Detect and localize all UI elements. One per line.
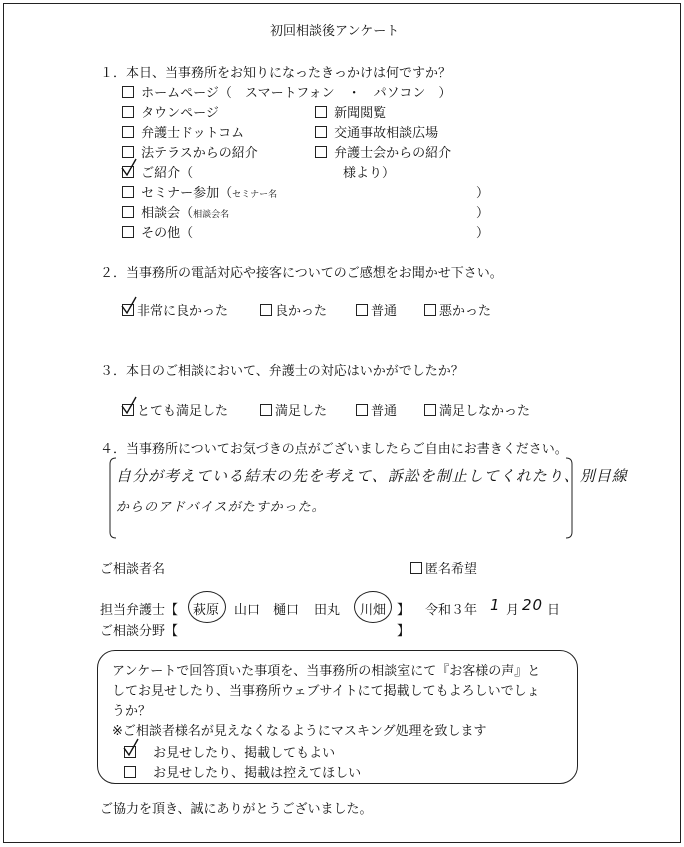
q1-seminar-close: ） <box>476 186 490 201</box>
q3-option-3[interactable] <box>424 400 530 419</box>
q3-option-3-checkbox[interactable] <box>424 404 436 416</box>
q2-option-3[interactable] <box>424 300 491 319</box>
client-name-label: ご相談者名 <box>100 562 166 577</box>
q1-townpage-checkbox[interactable] <box>122 106 134 118</box>
q3-option-3-label: 満足しなかった <box>439 404 531 419</box>
q1-other-checkbox[interactable] <box>122 226 134 238</box>
q1-townpage-label: タウンページ <box>141 106 219 121</box>
lawyer-name-4[interactable]: 川畑 <box>360 603 387 618</box>
q2-option-2[interactable] <box>356 300 397 319</box>
q2-option-0-checkbox[interactable] <box>122 304 134 316</box>
q2-option-0-label: 非常に良かった <box>137 304 229 319</box>
q1-consult-close: ） <box>476 206 490 221</box>
q2-question: ２．当事務所の電話対応や接客についてのご感想をお聞かせ下さい。 <box>100 266 503 281</box>
consent-no-label: お見せしたり、掲載は控えてほしい <box>153 766 362 781</box>
q1-consult-label: 相談会（ <box>141 206 194 221</box>
lawyer-name-3[interactable]: 田丸 <box>314 603 341 618</box>
checkmark-icon <box>121 158 137 178</box>
date-reiwa: 令和３年 <box>425 603 478 618</box>
q4-question: ４．当事務所についてお気づきの点がございましたらご自由にお書きください。 <box>100 442 568 457</box>
q1-traffic-label: 交通事故相談広場 <box>334 126 439 141</box>
q1-referral-suffix: 様より） <box>343 166 396 181</box>
q1-other-label: その他（ <box>141 226 194 241</box>
field-close: 】 <box>397 624 411 639</box>
date-month-label: 月 <box>506 603 520 618</box>
consent-yes-label: お見せしたり、掲載してもよい <box>153 746 336 761</box>
q1-option-townpage[interactable] <box>122 102 219 121</box>
q1-newspaper-label: 新聞閲覧 <box>334 106 387 121</box>
q1-option-other[interactable] <box>122 222 193 241</box>
consent-yes-checkbox[interactable] <box>124 746 136 758</box>
consent-line3: うか？ <box>112 704 152 719</box>
checkmark-icon <box>121 296 137 316</box>
q1-homepage-label: ホームページ（ スマートフォン ・ パソコン ） <box>141 86 452 101</box>
q3-option-1-label: 満足した <box>275 404 328 419</box>
q1-other-close: ） <box>476 226 490 241</box>
q1-option-newspaper[interactable] <box>315 102 386 121</box>
q1-referral-checkbox[interactable] <box>122 166 134 178</box>
lawyer-name-2[interactable]: 樋口 <box>273 603 300 618</box>
q1-option-bar-assoc[interactable] <box>315 142 451 161</box>
date-day-label: 日 <box>547 603 561 618</box>
q1-bengoshi-label: 弁護士ドットコム <box>141 126 245 141</box>
q1-option-seminar[interactable] <box>122 182 277 201</box>
field-label: ご相談分野【 <box>100 624 179 639</box>
lawyer-close: 】 <box>397 603 411 618</box>
q3-option-0[interactable] <box>122 400 228 419</box>
page-title: 初回相談後アンケート <box>270 24 400 39</box>
q1-seminar-checkbox[interactable] <box>122 186 134 198</box>
lawyer-name-0-circle <box>188 591 226 623</box>
q1-seminar-label: セミナー参加（ <box>141 186 233 201</box>
q2-option-1[interactable] <box>260 300 327 319</box>
q1-hou-terrace-label: 法テラスからの紹介 <box>141 146 258 161</box>
q1-option-homepage[interactable] <box>122 82 451 101</box>
q4-answer-line2[interactable]: からのアドバイスがたすかった。 <box>116 500 326 515</box>
lawyer-label: 担当弁護士【 <box>100 603 179 618</box>
q1-option-consult[interactable] <box>122 202 229 221</box>
q1-referral-label: ご紹介（ <box>141 166 194 181</box>
lawyer-name-4-circle <box>354 591 392 623</box>
consent-line2: してお見せしたり、当事務所ウェブサイトにて掲載してもよろしいでしょ <box>112 684 540 699</box>
consent-no-checkbox[interactable] <box>124 766 136 778</box>
q1-bengoshi-checkbox[interactable] <box>122 126 134 138</box>
q1-option-hou-terrace[interactable] <box>122 142 258 161</box>
q3-question: ３．本日のご相談において、弁護士の対応はいかがでしたか？ <box>100 364 464 379</box>
q3-option-2-checkbox[interactable] <box>356 404 368 416</box>
q3-option-1-checkbox[interactable] <box>260 404 272 416</box>
q1-bar-assoc-checkbox[interactable] <box>315 146 327 158</box>
anonymous-option[interactable] <box>410 558 477 577</box>
lawyer-name-0[interactable]: 萩原 <box>193 603 220 618</box>
q1-homepage-checkbox[interactable] <box>122 86 134 98</box>
consent-option-yes[interactable] <box>124 742 335 761</box>
q3-option-0-checkbox[interactable] <box>122 404 134 416</box>
thanks-message: ご協力を頂き、誠にありがとうございました。 <box>100 802 373 817</box>
q1-consult-note: 相談会名 <box>193 210 230 220</box>
q1-newspaper-checkbox[interactable] <box>315 106 327 118</box>
checkmark-icon <box>123 738 139 758</box>
q3-option-1[interactable] <box>260 400 327 419</box>
q3-option-0-label: とても満足した <box>137 404 229 419</box>
date-day-value[interactable]: 20 <box>522 596 544 614</box>
q2-option-2-label: 普通 <box>371 304 398 319</box>
q1-option-bengoshi[interactable] <box>122 122 244 141</box>
q1-bar-assoc-label: 弁護士会からの紹介 <box>334 146 452 161</box>
q1-question: １．本日、当事務所をお知りになったきっかけは何ですか？ <box>100 66 452 81</box>
checkmark-icon <box>121 396 137 416</box>
q1-option-referral[interactable] <box>122 162 193 181</box>
date-month-value[interactable]: 1 <box>490 596 501 614</box>
q2-option-1-label: 良かった <box>275 304 328 319</box>
q1-hou-terrace-checkbox[interactable] <box>122 146 134 158</box>
anonymous-label: 匿名希望 <box>425 562 478 577</box>
q1-traffic-checkbox[interactable] <box>315 126 327 138</box>
consent-line1: アンケートで回答頂いた事項を、当事務所の相談室にて『お客様の声』と <box>112 664 541 679</box>
q4-answer-line1[interactable]: 自分が考えている結末の先を考えて、訴訟を制止してくれたり、別目線 <box>116 467 628 485</box>
q1-seminar-note: セミナー名 <box>232 190 278 200</box>
q3-option-2-label: 普通 <box>371 404 398 419</box>
lawyer-name-1[interactable]: 山口 <box>234 603 261 618</box>
consent-note: ※ご相談者様名が見えなくなるようにマスキング処理を致します <box>112 724 487 739</box>
q3-option-2[interactable] <box>356 400 397 419</box>
q1-option-traffic[interactable] <box>315 122 438 141</box>
q2-option-3-label: 悪かった <box>439 304 492 319</box>
q2-option-2-checkbox[interactable] <box>356 304 368 316</box>
consent-option-no[interactable] <box>124 762 361 781</box>
q2-option-1-checkbox[interactable] <box>260 304 272 316</box>
anonymous-checkbox[interactable] <box>410 562 422 574</box>
q1-consult-checkbox[interactable] <box>122 206 134 218</box>
q2-option-0[interactable] <box>122 300 228 319</box>
q2-option-3-checkbox[interactable] <box>424 304 436 316</box>
